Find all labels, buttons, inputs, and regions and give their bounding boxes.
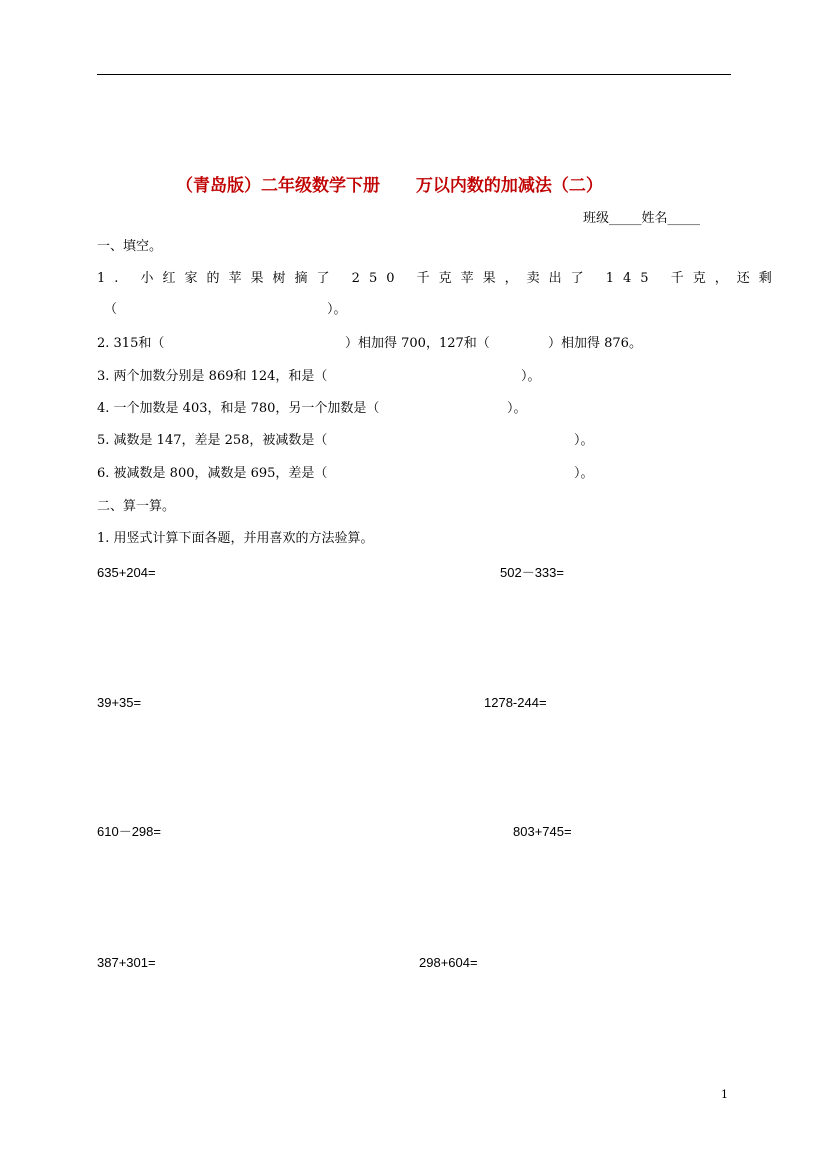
q1-open-paren: （: [104, 302, 118, 317]
q6-part-b: ）。: [574, 466, 594, 481]
q3-part-a: 3. 两个加数分别是 869和 124，和是（: [97, 369, 328, 384]
page-number: 1: [721, 1088, 728, 1101]
problem-8: 298+604=: [419, 955, 478, 970]
section2-instruction: 1. 用竖式计算下面各题，并用喜欢的方法验算。: [97, 531, 374, 546]
q4-part-b: ）。: [507, 401, 527, 416]
q1-close-paren: ）。: [327, 302, 347, 317]
header-rule: [97, 74, 731, 75]
problem-5: 610－298=: [97, 824, 161, 839]
q3-part-b: ）。: [521, 369, 541, 384]
problem-4: 1278-244=: [484, 695, 547, 710]
title-grade: （青岛版）二年级数学下册: [176, 176, 380, 196]
q2-part-c: ）相加得 876。: [548, 336, 642, 351]
q5-part-b: ）。: [574, 433, 594, 448]
problem-6: 803+745=: [513, 824, 572, 839]
q5-part-a: 5. 减数是 147，差是 258，被减数是（: [97, 433, 328, 448]
q2-part-b: ）相加得 700，127和（: [345, 336, 490, 351]
worksheet-title: [176, 178, 603, 195]
section2-heading: 二、算一算。: [97, 499, 176, 514]
problem-1: 635+204=: [97, 565, 156, 580]
q6-part-a: 6. 被减数是 800，减数是 695，差是（: [97, 466, 328, 481]
problem-2: 502－333=: [500, 565, 564, 580]
class-name-fields: 班级_____姓名_____: [583, 211, 701, 226]
q2-part-a: 2. 315和（: [97, 336, 165, 351]
q1-text: 1. 小红家的苹果树摘了 250 千克苹果，卖出了 145 千克，还剩: [97, 271, 781, 286]
problem-3: 39+35=: [97, 695, 142, 710]
q4-part-a: 4. 一个加数是 403，和是 780，另一个加数是（: [97, 401, 380, 416]
problem-7: 387+301=: [97, 955, 156, 970]
section1-heading: 一、填空。: [97, 239, 163, 254]
title-topic: 万以内数的加减法（二）: [415, 176, 603, 196]
